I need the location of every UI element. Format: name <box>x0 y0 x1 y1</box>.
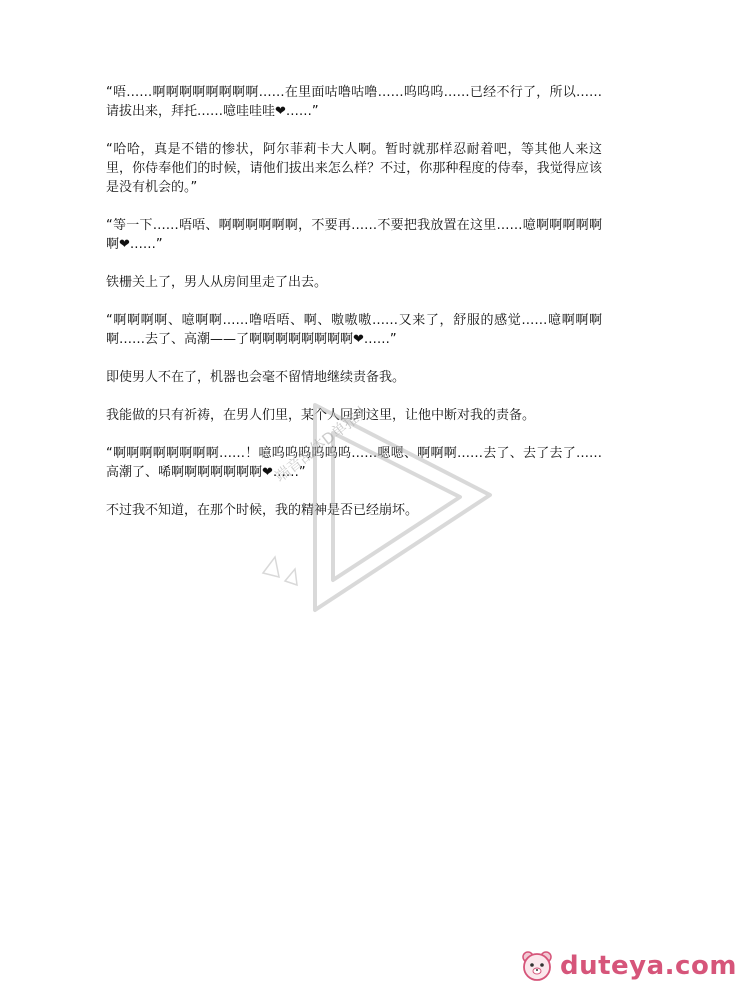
paragraph-7: 我能做的只有祈祷，在男人们里，某个人回到这里，让他中断对我的责备。 <box>106 408 536 423</box>
paragraph-5: “啊啊啊啊、噫啊啊……噜唔唔、啊、嗷嗷嗷……又来了，舒服的感觉……噫啊啊啊啊……去了、高潮——了啊啊啊啊啊啊啊啊❤……” <box>106 313 602 347</box>
site-brand <box>520 946 737 986</box>
document-body <box>106 83 602 539</box>
paragraph-9: 不过我不知道，在那个时候，我的精神是否已经崩坏。 <box>106 503 419 518</box>
watermark-text: 端音乱体D单推人 <box>271 399 375 486</box>
paragraph-4: 铁栅关上了，男人从房间里走了出去。 <box>106 275 328 290</box>
paragraph-6: 即使男人不在了，机器也会毫不留情地继续责备我。 <box>106 370 406 385</box>
paragraph-8: “啊啊啊啊啊啊啊啊……！噫呜呜呜呜呜呜……嗯嗯、啊啊啊……去了、去了去了……高潮了、唏啊啊啊啊啊啊啊❤……” <box>106 446 602 480</box>
paragraph-1: “唔……啊啊啊啊啊啊啊啊……在里面咕噜咕噜……呜呜呜……已经不行了，所以……请拔出来，拜托……噫哇哇哇❤……” <box>106 85 602 119</box>
site-name[interactable]: duteya.com <box>560 951 737 981</box>
paragraph-3: “等一下……唔唔、啊啊啊啊啊啊，不要再……不要把我放置在这里……噫啊啊啊啊啊啊❤……” <box>106 218 602 252</box>
bear-mascot-icon <box>520 949 554 983</box>
paragraph-2: “哈哈，真是不错的惨状，阿尔菲莉卡大人啊。暂时就那样忍耐着吧，等其他人来这里，你侍奉他们的时候，请他们拔出来怎么样？不过，你那种程度的侍奉，我觉得应该是没有机会的。” <box>106 142 602 195</box>
